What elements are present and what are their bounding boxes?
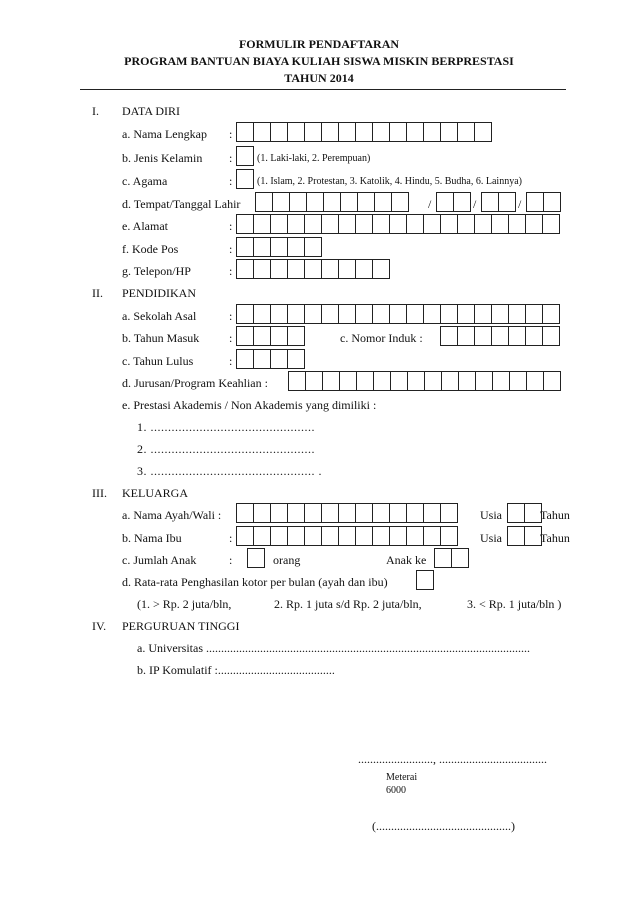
label-kode-pos: f. Kode Pos bbox=[122, 242, 179, 256]
char-box[interactable] bbox=[270, 259, 288, 279]
alamat-field[interactable] bbox=[236, 214, 560, 234]
char-box[interactable] bbox=[406, 122, 424, 142]
char-box[interactable] bbox=[270, 122, 288, 142]
year-title: TAHUN 2014 bbox=[284, 71, 354, 85]
char-box[interactable] bbox=[423, 214, 441, 234]
prestasi-line-2[interactable]: 2. ............................................... bbox=[137, 442, 315, 456]
char-box[interactable] bbox=[474, 122, 492, 142]
char-box[interactable] bbox=[526, 192, 544, 212]
char-box[interactable] bbox=[491, 304, 509, 324]
char-box[interactable] bbox=[508, 326, 526, 346]
char-box[interactable] bbox=[253, 214, 271, 234]
signature-name[interactable]: (.............................................) bbox=[372, 819, 515, 833]
section-3-title: KELUARGA bbox=[122, 486, 188, 500]
label-tempat-tanggal-lahir: d. Tempat/Tanggal Lahir bbox=[122, 197, 241, 211]
char-box[interactable] bbox=[372, 503, 390, 523]
char-box[interactable] bbox=[338, 259, 356, 279]
char-box[interactable] bbox=[389, 214, 407, 234]
label-orang: orang bbox=[273, 553, 301, 567]
char-box[interactable] bbox=[287, 304, 305, 324]
label-penghasilan: d. Rata-rata Penghasilan kotor per bulan (ayah dan ibu) bbox=[122, 575, 388, 589]
char-box[interactable] bbox=[406, 214, 424, 234]
label-tahun-ayah: Tahun bbox=[540, 508, 570, 522]
char-box[interactable] bbox=[498, 192, 516, 212]
colon: : bbox=[229, 331, 233, 345]
char-box[interactable] bbox=[542, 214, 560, 234]
char-box[interactable] bbox=[236, 146, 254, 166]
char-box[interactable] bbox=[507, 526, 525, 546]
char-box[interactable] bbox=[289, 192, 307, 212]
char-box[interactable] bbox=[542, 304, 560, 324]
char-box[interactable] bbox=[287, 326, 305, 346]
colon: : bbox=[229, 127, 233, 141]
char-box[interactable] bbox=[423, 122, 441, 142]
jenis-kelamin-options: (1. Laki-laki, 2. Perempuan) bbox=[257, 153, 371, 164]
char-box[interactable] bbox=[338, 122, 356, 142]
agama-options: (1. Islam, 2. Protestan, 3. Katolik, 4. Hindu, 5. Budha, 6. Lainnya) bbox=[257, 176, 522, 187]
prestasi-line-1[interactable]: 1. ............................................... bbox=[137, 420, 315, 434]
label-alamat: e. Alamat bbox=[122, 219, 168, 233]
char-box[interactable] bbox=[356, 371, 374, 391]
colon: : bbox=[229, 354, 233, 368]
char-box[interactable] bbox=[457, 122, 475, 142]
char-box[interactable] bbox=[338, 503, 356, 523]
colon: : bbox=[229, 174, 233, 188]
char-box[interactable] bbox=[373, 371, 391, 391]
char-box[interactable] bbox=[355, 304, 373, 324]
agama-field[interactable] bbox=[236, 169, 254, 189]
char-box[interactable] bbox=[391, 192, 409, 212]
label-nama-ibu: b. Nama Ibu bbox=[122, 531, 182, 545]
char-box[interactable] bbox=[236, 237, 254, 257]
char-box[interactable] bbox=[338, 214, 356, 234]
char-box[interactable] bbox=[272, 192, 290, 212]
char-box[interactable] bbox=[304, 259, 322, 279]
section-2-number: II. bbox=[92, 286, 103, 300]
meterai-nominal: 6000 bbox=[386, 785, 406, 796]
char-box[interactable] bbox=[507, 503, 525, 523]
char-box[interactable] bbox=[542, 326, 560, 346]
date-separator: / bbox=[428, 197, 432, 211]
char-box[interactable] bbox=[321, 503, 339, 523]
label-nama-lengkap: a. Nama Lengkap bbox=[122, 127, 207, 141]
label-jenis-kelamin: b. Jenis Kelamin bbox=[122, 151, 203, 165]
label-nama-ayah: a. Nama Ayah/Wali : bbox=[122, 508, 222, 522]
char-box[interactable] bbox=[287, 122, 305, 142]
jumlah-anak-field[interactable] bbox=[247, 548, 265, 568]
char-box[interactable] bbox=[236, 326, 254, 346]
penghasilan-option-3: 3. < Rp. 1 juta/bln ) bbox=[467, 597, 562, 611]
date-separator: / bbox=[473, 197, 477, 211]
char-box[interactable] bbox=[270, 349, 288, 369]
char-box[interactable] bbox=[491, 214, 509, 234]
char-box[interactable] bbox=[372, 304, 390, 324]
char-box[interactable] bbox=[253, 237, 271, 257]
char-box[interactable] bbox=[270, 326, 288, 346]
char-box[interactable] bbox=[323, 192, 341, 212]
char-box[interactable] bbox=[355, 526, 373, 546]
tahun-lahir-field[interactable] bbox=[526, 192, 561, 212]
date-separator: / bbox=[518, 197, 522, 211]
colon: : bbox=[229, 553, 233, 567]
char-box[interactable] bbox=[270, 304, 288, 324]
char-box[interactable] bbox=[434, 548, 452, 568]
char-box[interactable] bbox=[440, 214, 458, 234]
char-box[interactable] bbox=[526, 371, 544, 391]
char-box[interactable] bbox=[457, 304, 475, 324]
label-usia-ibu: Usia bbox=[480, 531, 502, 545]
char-box[interactable] bbox=[270, 214, 288, 234]
prestasi-line-3[interactable]: 3. ............................................... . bbox=[137, 464, 322, 478]
char-box[interactable] bbox=[306, 192, 324, 212]
char-box[interactable] bbox=[287, 503, 305, 523]
char-box[interactable] bbox=[253, 503, 271, 523]
char-box[interactable] bbox=[305, 371, 323, 391]
char-box[interactable] bbox=[304, 122, 322, 142]
label-sekolah-asal: a. Sekolah Asal bbox=[122, 309, 197, 323]
char-box[interactable] bbox=[372, 526, 390, 546]
char-box[interactable] bbox=[304, 214, 322, 234]
char-box[interactable] bbox=[253, 349, 271, 369]
sekolah-asal-field[interactable] bbox=[236, 304, 560, 324]
char-box[interactable] bbox=[440, 326, 458, 346]
anak-ke-field[interactable] bbox=[434, 548, 469, 568]
header-rule bbox=[80, 89, 566, 90]
label-tahun-masuk: b. Tahun Masuk bbox=[122, 331, 200, 345]
char-box[interactable] bbox=[287, 214, 305, 234]
char-box[interactable] bbox=[236, 214, 254, 234]
usia-ibu-field[interactable] bbox=[507, 526, 542, 546]
char-box[interactable] bbox=[440, 503, 458, 523]
char-box[interactable] bbox=[474, 214, 492, 234]
char-box[interactable] bbox=[374, 192, 392, 212]
char-box[interactable] bbox=[338, 526, 356, 546]
telepon-field[interactable] bbox=[236, 259, 390, 279]
char-box[interactable] bbox=[525, 304, 543, 324]
char-box[interactable] bbox=[304, 304, 322, 324]
jenis-kelamin-field[interactable] bbox=[236, 146, 254, 166]
char-box[interactable] bbox=[441, 371, 459, 391]
colon: : bbox=[229, 264, 233, 278]
char-box[interactable] bbox=[389, 526, 407, 546]
meterai-label: Meterai bbox=[386, 772, 418, 783]
char-box[interactable] bbox=[287, 349, 305, 369]
char-box[interactable] bbox=[543, 371, 561, 391]
universitas-line[interactable]: a. Universitas ............................................................................................................ bbox=[137, 641, 530, 655]
char-box[interactable] bbox=[492, 371, 510, 391]
label-anak-ke: Anak ke bbox=[386, 553, 427, 567]
char-box[interactable] bbox=[236, 259, 254, 279]
char-box[interactable] bbox=[253, 304, 271, 324]
char-box[interactable] bbox=[491, 326, 509, 346]
nomor-induk-field[interactable] bbox=[440, 326, 560, 346]
tahun-masuk-field[interactable] bbox=[236, 326, 305, 346]
char-box[interactable] bbox=[287, 259, 305, 279]
char-box[interactable] bbox=[287, 237, 305, 257]
label-jumlah-anak: c. Jumlah Anak bbox=[122, 553, 197, 567]
label-prestasi: e. Prestasi Akademis / Non Akademis yang dimiliki : bbox=[122, 398, 377, 412]
char-box[interactable] bbox=[253, 259, 271, 279]
char-box[interactable] bbox=[270, 526, 288, 546]
char-box[interactable] bbox=[304, 503, 322, 523]
char-box[interactable] bbox=[355, 214, 373, 234]
char-box[interactable] bbox=[525, 326, 543, 346]
char-box[interactable] bbox=[321, 122, 339, 142]
char-box[interactable] bbox=[474, 326, 492, 346]
section-2-title: PENDIDIKAN bbox=[122, 286, 196, 300]
char-box[interactable] bbox=[440, 526, 458, 546]
char-box[interactable] bbox=[372, 214, 390, 234]
nama-lengkap-field[interactable] bbox=[236, 122, 492, 142]
char-box[interactable] bbox=[406, 304, 424, 324]
char-box[interactable] bbox=[321, 304, 339, 324]
penghasilan-option-2: 2. Rp. 1 juta s/d Rp. 2 juta/bln, bbox=[274, 597, 422, 611]
char-box[interactable] bbox=[416, 570, 434, 590]
char-box[interactable] bbox=[270, 503, 288, 523]
char-box[interactable] bbox=[338, 304, 356, 324]
char-box[interactable] bbox=[406, 526, 424, 546]
char-box[interactable] bbox=[270, 237, 288, 257]
char-box[interactable] bbox=[458, 371, 476, 391]
char-box[interactable] bbox=[357, 192, 375, 212]
section-1-number: I. bbox=[92, 104, 99, 118]
usia-ayah-field[interactable] bbox=[507, 503, 542, 523]
char-box[interactable] bbox=[355, 503, 373, 523]
char-box[interactable] bbox=[321, 259, 339, 279]
program-title: PROGRAM BANTUAN BIAYA KULIAH SISWA MISKIN BERPRESTASI bbox=[124, 54, 514, 68]
char-box[interactable] bbox=[253, 526, 271, 546]
char-box[interactable] bbox=[355, 259, 373, 279]
char-box[interactable] bbox=[236, 503, 254, 523]
char-box[interactable] bbox=[304, 526, 322, 546]
char-box[interactable] bbox=[255, 192, 273, 212]
char-box[interactable] bbox=[543, 192, 561, 212]
char-box[interactable] bbox=[457, 326, 475, 346]
tanggal-field[interactable] bbox=[436, 192, 471, 212]
char-box[interactable] bbox=[236, 169, 254, 189]
char-box[interactable] bbox=[287, 526, 305, 546]
colon: : bbox=[229, 531, 233, 545]
penghasilan-field[interactable] bbox=[416, 570, 434, 590]
char-box[interactable] bbox=[236, 122, 254, 142]
nama-ayah-field[interactable] bbox=[236, 503, 458, 523]
char-box[interactable] bbox=[236, 349, 254, 369]
label-telepon: g. Telepon/HP bbox=[122, 264, 191, 278]
colon: : bbox=[229, 309, 233, 323]
ip-komulatif-line[interactable]: b. IP Komulatif :....................................... bbox=[137, 663, 335, 677]
char-box[interactable] bbox=[475, 371, 493, 391]
char-box[interactable] bbox=[440, 122, 458, 142]
char-box[interactable] bbox=[322, 371, 340, 391]
section-4-number: IV. bbox=[92, 619, 107, 633]
char-box[interactable] bbox=[236, 304, 254, 324]
penghasilan-option-1: (1. > Rp. 2 juta/bln, bbox=[137, 597, 232, 611]
char-box[interactable] bbox=[423, 503, 441, 523]
char-box[interactable] bbox=[288, 371, 306, 391]
form-title: FORMULIR PENDAFTARAN bbox=[238, 37, 400, 51]
char-box[interactable] bbox=[457, 214, 475, 234]
char-box[interactable] bbox=[247, 548, 265, 568]
char-box[interactable] bbox=[340, 192, 358, 212]
char-box[interactable] bbox=[509, 371, 527, 391]
char-box[interactable] bbox=[389, 503, 407, 523]
char-box[interactable] bbox=[321, 214, 339, 234]
tempat-lahir-field[interactable] bbox=[255, 192, 409, 212]
colon: : bbox=[229, 242, 233, 256]
char-box[interactable] bbox=[253, 326, 271, 346]
section-3-number: III. bbox=[92, 486, 107, 500]
colon: : bbox=[229, 219, 233, 233]
char-box[interactable] bbox=[451, 548, 469, 568]
nama-ibu-field[interactable] bbox=[236, 526, 458, 546]
char-box[interactable] bbox=[453, 192, 471, 212]
char-box[interactable] bbox=[253, 122, 271, 142]
char-box[interactable] bbox=[474, 304, 492, 324]
char-box[interactable] bbox=[372, 122, 390, 142]
char-box[interactable] bbox=[355, 122, 373, 142]
label-tahun-ibu: Tahun bbox=[540, 531, 570, 545]
label-tahun-lulus: c. Tahun Lulus bbox=[122, 354, 194, 368]
label-agama: c. Agama bbox=[122, 174, 168, 188]
label-usia-ayah: Usia bbox=[480, 508, 502, 522]
label-jurusan: d. Jurusan/Program Keahlian : bbox=[122, 376, 268, 390]
char-box[interactable] bbox=[525, 214, 543, 234]
colon: : bbox=[229, 151, 233, 165]
char-box[interactable] bbox=[372, 259, 390, 279]
jurusan-field[interactable] bbox=[288, 371, 561, 391]
char-box[interactable] bbox=[339, 371, 357, 391]
char-box[interactable] bbox=[423, 526, 441, 546]
char-box[interactable] bbox=[321, 526, 339, 546]
char-box[interactable] bbox=[440, 304, 458, 324]
tahun-lulus-field[interactable] bbox=[236, 349, 305, 369]
char-box[interactable] bbox=[406, 503, 424, 523]
section-1-title: DATA DIRI bbox=[122, 104, 181, 118]
char-box[interactable] bbox=[423, 304, 441, 324]
char-box[interactable] bbox=[389, 122, 407, 142]
char-box[interactable] bbox=[236, 526, 254, 546]
char-box[interactable] bbox=[389, 304, 407, 324]
char-box[interactable] bbox=[304, 237, 322, 257]
char-box[interactable] bbox=[390, 371, 408, 391]
bulan-field[interactable] bbox=[481, 192, 516, 212]
char-box[interactable] bbox=[424, 371, 442, 391]
char-box[interactable] bbox=[436, 192, 454, 212]
char-box[interactable] bbox=[481, 192, 499, 212]
char-box[interactable] bbox=[508, 304, 526, 324]
section-4-title: PERGURUAN TINGGI bbox=[122, 619, 240, 633]
char-box[interactable] bbox=[508, 214, 526, 234]
char-box[interactable] bbox=[407, 371, 425, 391]
signature-place-date[interactable]: ........................., .................................... bbox=[358, 752, 547, 766]
kode-pos-field[interactable] bbox=[236, 237, 322, 257]
label-nomor-induk: c. Nomor Induk : bbox=[340, 331, 423, 345]
